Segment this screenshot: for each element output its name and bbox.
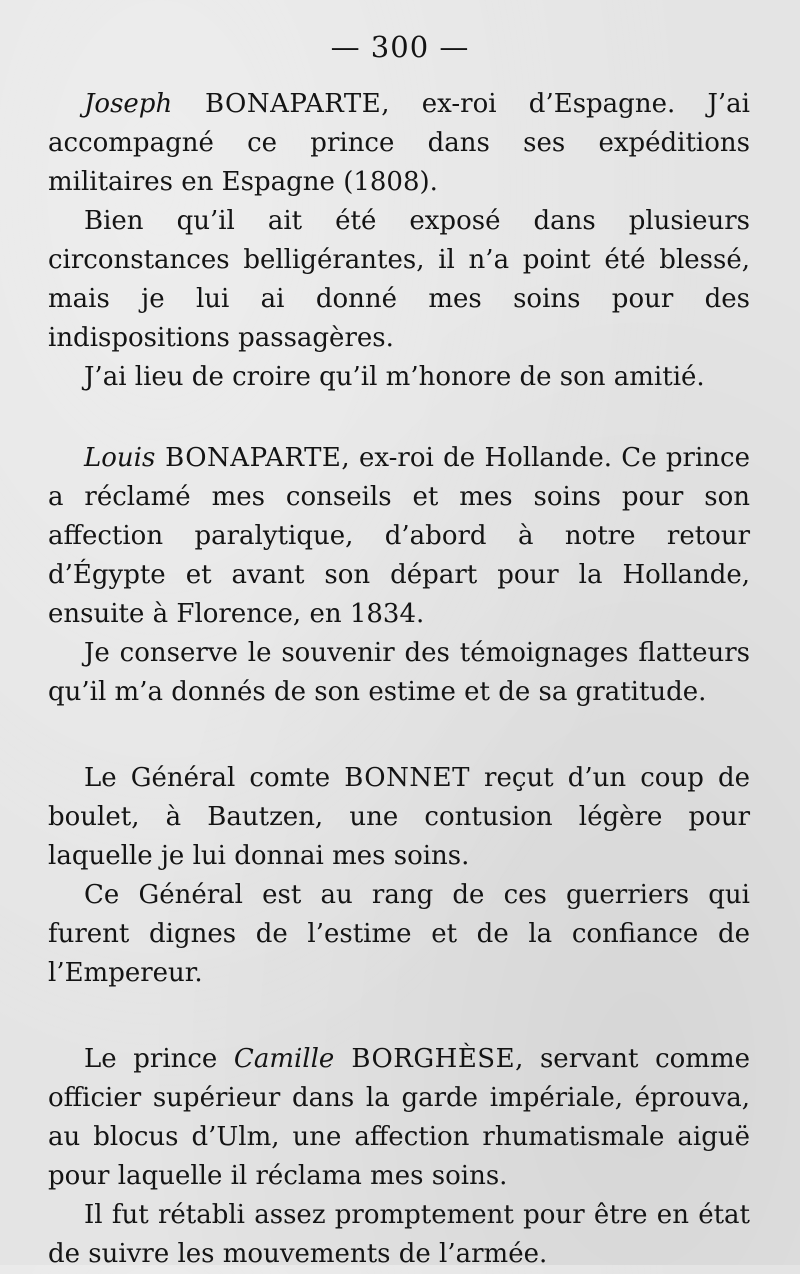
name-italic: Joseph xyxy=(84,89,173,119)
paragraph-text: , ex-roi de Hollande. Ce prince a réclamé mes conseils et mes soins pour son affection paralytique, d’abord à notre retour d’Égypte et avant son départ pour la Hollande, ensuite à Florence, en 1834. xyxy=(48,443,750,629)
paragraph: J’ai lieu de croire qu’il m’honore de son amitié. xyxy=(84,362,705,392)
paragraph-text: , servant comme officier supérieur dans la garde impériale, éprouva, au blocus d’Ulm, une affection rhumatismale aiguë pour laquelle il réclama mes soins. xyxy=(48,1044,751,1191)
name-capitals: BONAPARTE xyxy=(172,89,382,119)
entry-camille-borghese xyxy=(48,1040,750,1274)
page-number: — 300 — xyxy=(330,30,470,64)
paragraph: Bien qu’il ait été exposé dans plusieurs circonstances belligérantes, il n’a point été blessé, mais je lui ai donné mes soins pour des indispositions passagères. xyxy=(48,206,750,353)
lead-text: Le Général comte xyxy=(84,763,345,793)
paragraph-text: , ex-roi d’Espagne. J’ai accompagné ce prince dans ses expéditions militaires en Espagne (1808). xyxy=(48,89,750,197)
entry-general-bonnet xyxy=(48,759,750,993)
paragraph-text: reçut d’un coup de boulet, à Bautzen, une contusion légère pour laquelle je lui donnai mes soins. xyxy=(48,763,750,871)
paragraph xyxy=(48,439,750,634)
paragraph xyxy=(48,759,750,876)
paragraph: Ce Général est au rang de ces guerriers qui furent dignes de l’estime et de la confiance de l’Empereur. xyxy=(48,880,750,988)
name-capitals: BORGHÈSE xyxy=(334,1044,516,1074)
name-italic: Louis xyxy=(84,443,156,473)
paragraph xyxy=(48,1040,750,1196)
lead-text: Le prince xyxy=(84,1044,234,1074)
entry-louis-bonaparte xyxy=(48,439,750,712)
paragraph: Je conserve le souvenir des témoignages flatteurs qu’il m’a donnés de son estime et de sa gratitude. xyxy=(48,638,750,707)
entry-joseph-bonaparte xyxy=(48,85,750,397)
name-italic: Camille xyxy=(233,1044,335,1074)
paragraph: Il fut rétabli assez promptement pour être en état de suivre les mouvements de l’armée. xyxy=(48,1200,750,1269)
paragraph xyxy=(48,85,750,202)
text-column xyxy=(48,85,750,1274)
name-capitals: BONNET xyxy=(344,763,470,793)
name-capitals: BONAPARTE xyxy=(155,443,342,473)
